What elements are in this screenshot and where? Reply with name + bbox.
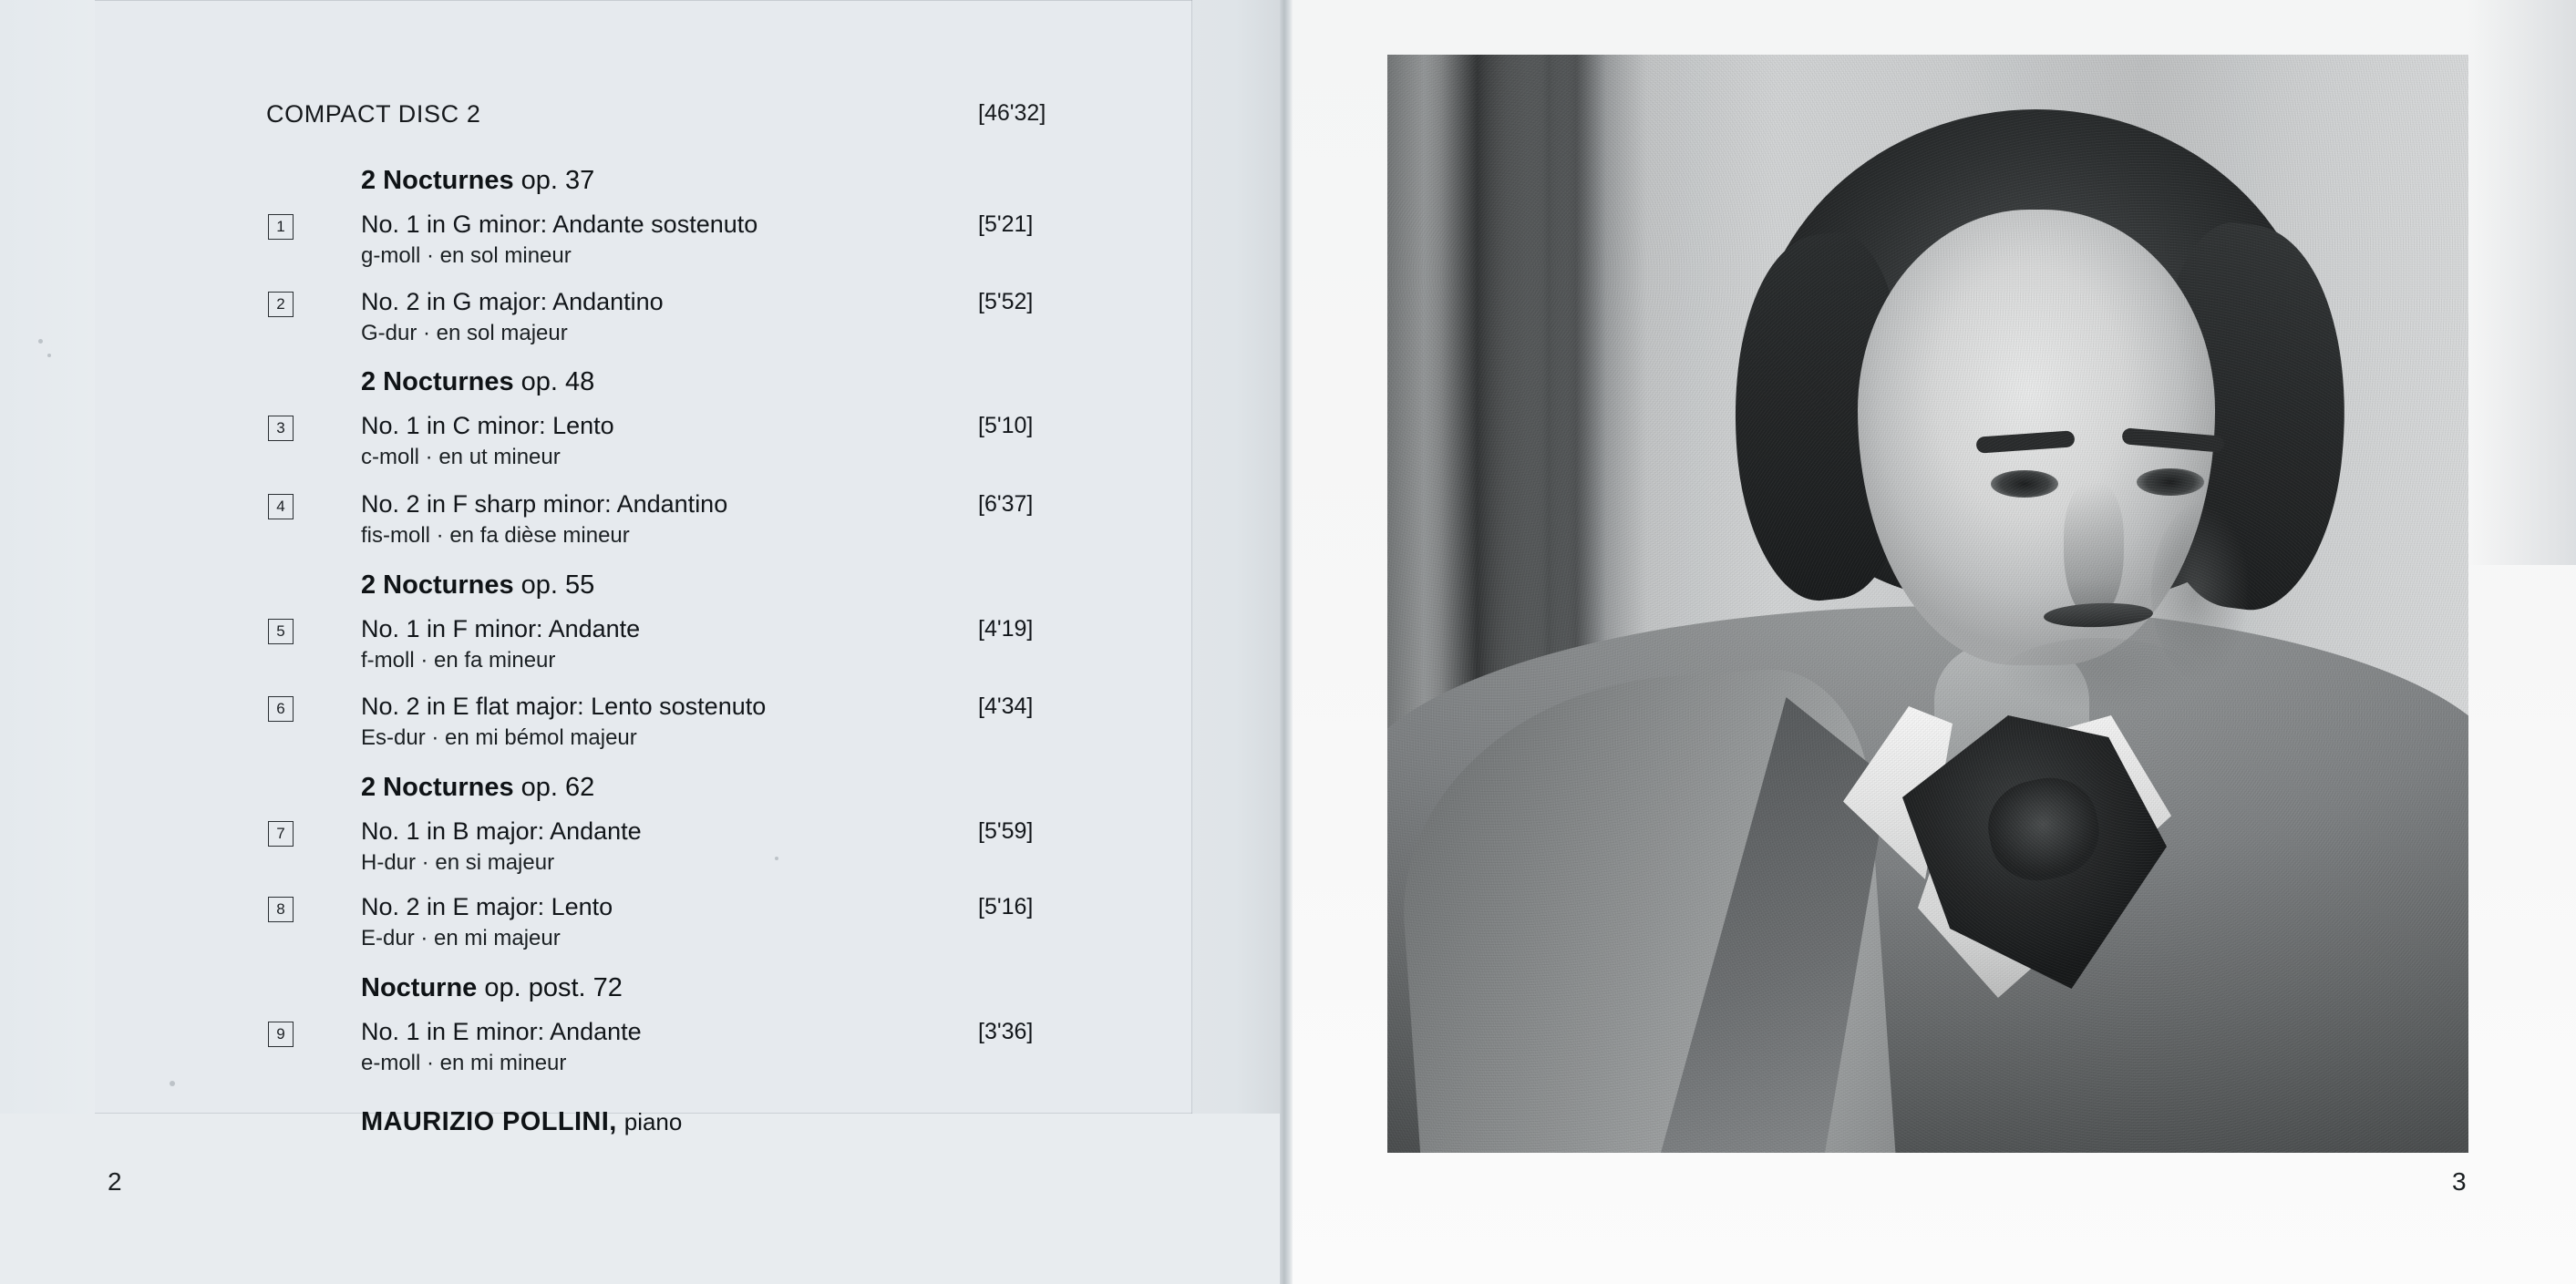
track-subtitle: fis-moll · en fa dièse mineur <box>361 523 630 548</box>
work-group-title: 2 Nocturnes <box>361 166 514 195</box>
track-title: No. 2 in G major: Andantino <box>361 288 664 315</box>
track-subtitle: f-moll · en fa mineur <box>361 648 556 673</box>
tracklist-panel <box>95 0 1192 1114</box>
track-subtitle: c-moll · en ut mineur <box>361 445 561 469</box>
portrait-photo <box>1387 55 2468 1153</box>
track-number: 1 <box>268 214 294 240</box>
track-duration: [3'36] <box>978 1019 1034 1044</box>
track-number: 6 <box>268 696 294 722</box>
work-group-opus: op. 62 <box>520 773 595 802</box>
right-page-shadow <box>2467 0 2576 565</box>
work-group-opus: op. post. 72 <box>484 973 623 1002</box>
track-number: 5 <box>268 619 294 644</box>
work-group-title: 2 Nocturnes <box>361 570 514 600</box>
work-group-opus: op. 48 <box>520 367 595 396</box>
work-group-heading <box>361 773 594 803</box>
track-duration: [6'37] <box>978 491 1034 517</box>
scan-speck <box>775 857 778 860</box>
track-duration: [4'19] <box>978 616 1034 642</box>
work-group-title: Nocturne <box>361 973 478 1002</box>
photo-grain <box>1387 55 2468 1153</box>
work-group-heading <box>361 166 594 196</box>
work-group-heading <box>361 570 594 601</box>
track-number: 7 <box>268 821 294 847</box>
track-title: No. 2 in E flat major: Lento sostenuto <box>361 693 767 720</box>
performer-credit <box>361 1107 682 1137</box>
work-group-heading <box>361 367 594 397</box>
track-subtitle: G-dur · en sol majeur <box>361 321 568 345</box>
track-title: No. 2 in F sharp minor: Andantino <box>361 490 728 518</box>
panel-edge-top <box>95 0 1192 1</box>
track-number: 4 <box>268 494 294 519</box>
track-duration: [5'59] <box>978 818 1034 844</box>
scan-speck <box>38 339 43 344</box>
track-number: 3 <box>268 416 294 441</box>
page-number-left: 2 <box>108 1167 122 1196</box>
track-number: 8 <box>268 897 294 922</box>
track-number: 9 <box>268 1022 294 1047</box>
page-bottom-strip <box>0 1114 1287 1284</box>
work-group-opus: op. 37 <box>520 166 595 195</box>
track-title: No. 1 in B major: Andante <box>361 817 642 845</box>
work-group-opus: op. 55 <box>520 570 595 600</box>
performer-name: MAURIZIO POLLINI, <box>361 1107 617 1136</box>
track-subtitle: H-dur · en si majeur <box>361 850 555 875</box>
track-number: 2 <box>268 292 294 317</box>
book-spine <box>1280 0 1293 1284</box>
work-group-title: 2 Nocturnes <box>361 773 514 802</box>
portrait-photo-frame <box>1387 55 2468 1153</box>
scan-speck <box>47 354 51 357</box>
track-duration: [5'21] <box>978 211 1034 237</box>
track-title: No. 1 in G minor: Andante sostenuto <box>361 211 758 238</box>
disc-label: COMPACT DISC 2 <box>266 100 481 128</box>
track-duration: [5'16] <box>978 894 1034 919</box>
panel-edge-right <box>1191 0 1192 1114</box>
performer-instrument: piano <box>623 1108 683 1135</box>
track-duration: [4'34] <box>978 693 1034 719</box>
disc-total-time: [46'32] <box>978 100 1046 126</box>
track-title: No. 1 in C minor: Lento <box>361 412 614 439</box>
track-subtitle: e-moll · en mi mineur <box>361 1051 567 1075</box>
track-duration: [5'52] <box>978 289 1034 314</box>
work-group-title: 2 Nocturnes <box>361 367 514 396</box>
page-number-right: 3 <box>2452 1167 2467 1196</box>
track-title: No. 1 in E minor: Andante <box>361 1018 642 1045</box>
scan-speck <box>170 1081 175 1086</box>
track-title: No. 1 in F minor: Andante <box>361 615 641 642</box>
work-group-heading <box>361 973 623 1003</box>
track-subtitle: Es-dur · en mi bémol majeur <box>361 725 637 750</box>
track-title: No. 2 in E major: Lento <box>361 893 613 920</box>
track-duration: [5'10] <box>978 413 1034 438</box>
left-page <box>0 0 1287 1284</box>
track-subtitle: E-dur · en mi majeur <box>361 926 561 950</box>
track-subtitle: g-moll · en sol mineur <box>361 243 572 268</box>
